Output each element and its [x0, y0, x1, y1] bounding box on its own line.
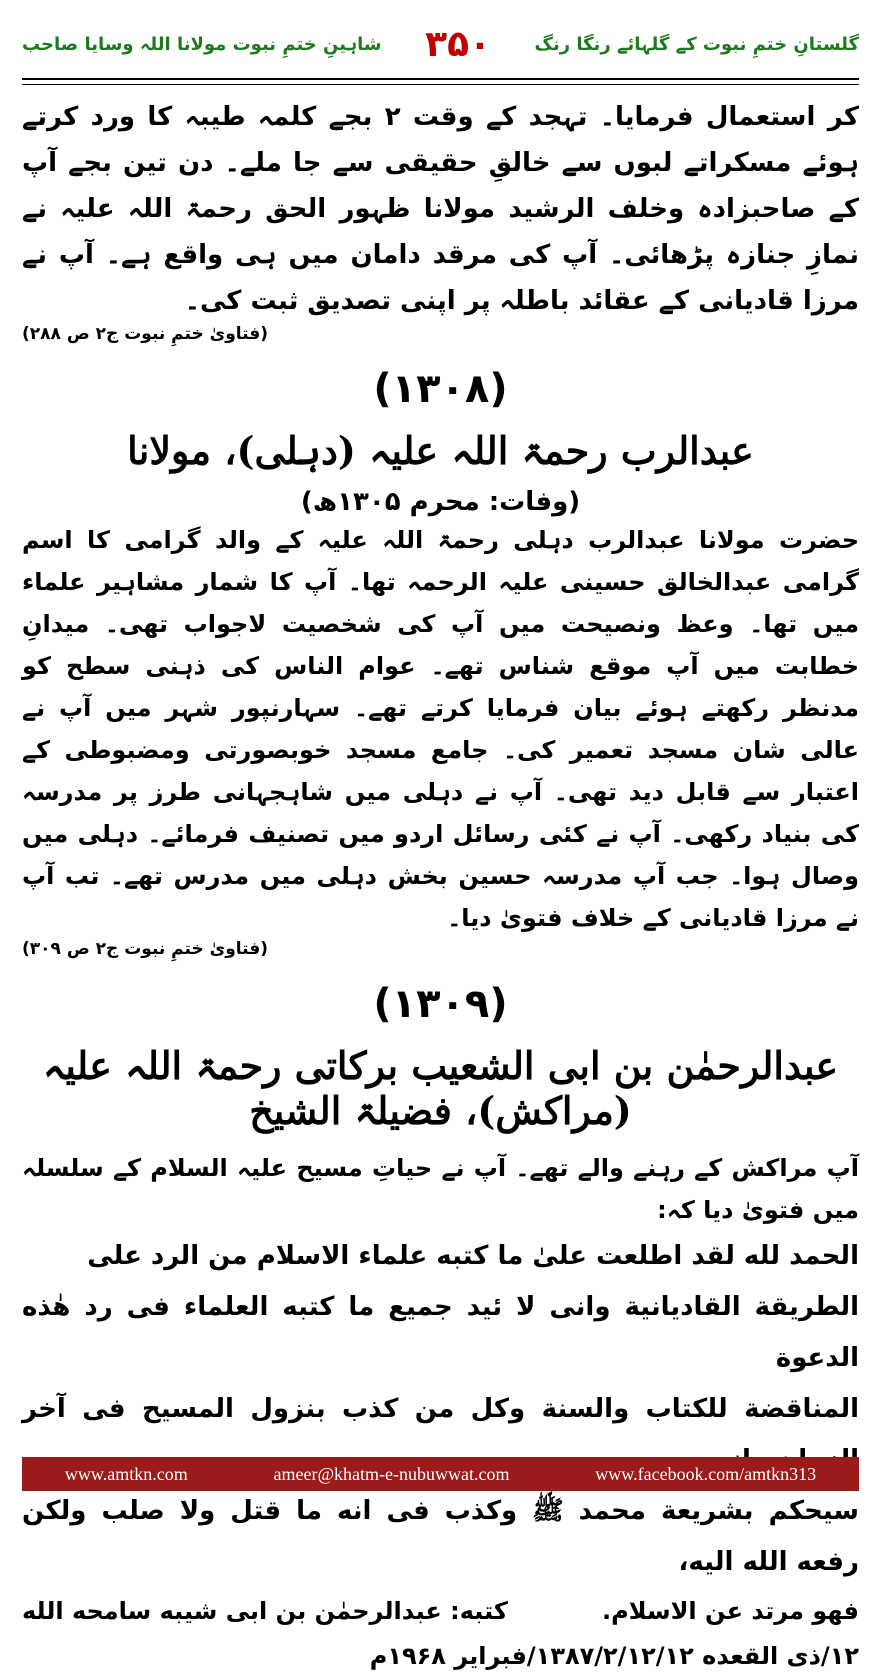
entry-1309-intro: آپ مراکش کے رہنے والے تھے۔ آپ نے حیاتِ مسیح علیہ السلام کے سلسلہ میں فتویٰ دیا کہ: [22, 1154, 859, 1224]
entry-1308-death-date: (وفات: محرم ۱۳۰۵ھ) [300, 487, 581, 517]
entry-1308-body [22, 519, 859, 939]
fatwa-last-line: فهو مرتد عن الاسلام. [602, 1597, 859, 1625]
arabic-fatwa-line-1: الحمد لله لقد اطلعت علىٰ ما كتبه علماء الاسلام من الرد على [87, 1241, 859, 1271]
entry-1308-text: حضرت مولانا عبدالرب دہلی رحمۃ اللہ علیہ کے والد گرامی کا اسم گرامی عبدالخالق حسینی علیہ الرحمہ تھا۔ آپ کا شمار مشاہیر علماء میں تھا۔ وعظ ونصیحت میں آپ کی شخصیت لاجواب تھی۔ میدانِ خطابت میں آپ موقع شناس تھے۔ عوام الناس کی ذہنی سطح کو مدنظر رکھتے ہوئے بیان فرمایا کرتے تھے۔ سہارنپور شہر میں آپ نے عالی شان مسجد تعمیر کی۔ جامع مسجد خوبصورتی ومضبوطی کے اعتبار سے قابل دید تھی۔ آپ نے دہلی میں شاہجہانی طرز پر مدرسہ کی بنیاد رکھی۔ آپ نے کئی رسائل اردو میں تصنیف فرمائے۔ دہلی میں وصال ہوا۔ جب آپ مدرسہ حسین بخش دہلی میں مدرس تھے۔ تب آپ نے مرزا قادیانی کے خلاف فتویٰ دیا۔ [22, 526, 859, 932]
entry-1309-number: (۱۳۰۹) [373, 981, 508, 1027]
entry-1308-reference-line [22, 939, 859, 959]
fatwa-signature: كتبه: عبدالرحمٰن بن ابى شيبه سامحه الله [22, 1597, 508, 1625]
entry-1308-reference: (فتاویٰ ختمِ نبوت ج۲ ص ۳۰۹) [22, 939, 268, 959]
header-divider [22, 78, 859, 85]
entry-1308-number: (۱۳۰۸) [373, 366, 508, 412]
page-number: ۳۵۰ [425, 23, 492, 65]
footer-email-link[interactable]: ameer@khatm-e-nubuwwat.com [273, 1463, 510, 1484]
arabic-fatwa-line-4: سيحكم بشريعة محمد ﷺ وكذب فى انه ما قتل ولا صلب ولكن رفعه الله اليه، [22, 1496, 859, 1577]
fatwa-date: ۱۲/ذی القعده ۱۳۸۷/۲/۱۲/۱۲/فبرایر ۱۹۶۸م [369, 1642, 859, 1670]
fatwa-signature-line [22, 1588, 859, 1634]
header-book-title: گلستانِ ختمِ نبوت کے گلہائے رنگا رنگ [534, 33, 859, 55]
page-header [22, 18, 859, 70]
intro-paragraph [22, 94, 859, 324]
intro-reference-line [22, 324, 859, 344]
entry-1309-title: عبدالرحمٰن بن ابی الشعیب برکاتی رحمۃ اللہ علیہ (مراکش)، فضیلۃ الشیخ [42, 1043, 839, 1133]
page-content [22, 94, 859, 1678]
intro-text: کر استعمال فرمایا۔ تہجد کے وقت ۲ بجے کلمہ طیبہ کا ورد کرتے ہوئے مسکراتے لبوں سے خالقِ حقیقی سے جا ملے۔ دن تین بجے آپ کے صاحبزادہ وخلف الرشید مولانا ظہور الحق رحمۃ اللہ علیہ نے نمازِ جنازہ پڑھائی۔ آپ کی مرقد دامان میں ہی واقع ہے۔ آپ نے مرزا قادیانی کے عقائد باطلہ پر اپنی تصدیق ثبت کی۔ [22, 102, 859, 316]
header-author-title: شاہینِ ختمِ نبوت مولانا اللہ وسایا صاحب [22, 33, 382, 55]
arabic-fatwa-line-2: الطريقة القاديانية وانى لا ئيد جميع ما كتبه العلماء فى رد هٰذه الدعوة [22, 1292, 859, 1373]
page-footer [22, 1457, 859, 1491]
intro-reference: (فتاویٰ ختمِ نبوت ج۲ ص ۲۸۸) [22, 324, 268, 344]
entry-1308-title: عبدالرب رحمۃ اللہ علیہ (دہلی)، مولانا [127, 428, 754, 473]
arabic-fatwa-line-3: المناقضة للكتاب والسنة وكل من كذب بنزول المسيح فى آخر [22, 1394, 859, 1424]
footer-website-link[interactable]: www.amtkn.com [64, 1463, 188, 1484]
footer-facebook-link[interactable]: www.facebook.com/amtkn313 [595, 1463, 817, 1484]
